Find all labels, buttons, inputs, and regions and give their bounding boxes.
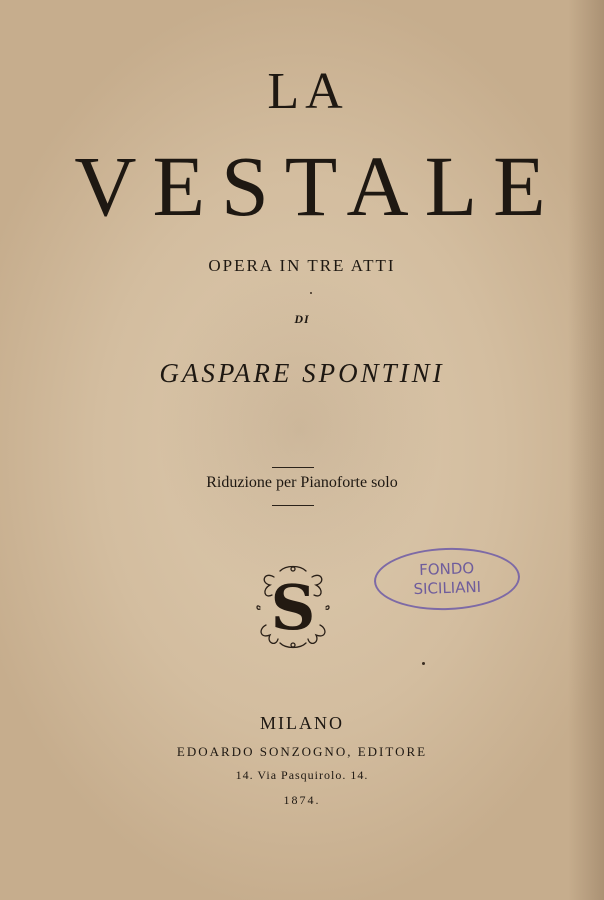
divider-top bbox=[272, 467, 314, 468]
publisher-monogram-icon bbox=[252, 563, 334, 651]
page-edge-shadow bbox=[568, 0, 604, 900]
imprint-year: 1874. bbox=[283, 793, 321, 807]
subtitle: OPERA IN TRE ATTI bbox=[208, 256, 396, 275]
paper-speck bbox=[422, 662, 425, 665]
reduction-note: Riduzione per Pianoforte solo bbox=[206, 474, 398, 491]
composer-name: GASPARE SPONTINI bbox=[159, 358, 445, 388]
imprint-address: 14. Via Pasquirolo. 14. bbox=[235, 768, 369, 782]
monogram-letter: S bbox=[270, 571, 316, 644]
divider-bottom bbox=[272, 505, 314, 506]
imprint-publisher: EDOARDO SONZOGNO, EDITORE bbox=[176, 744, 428, 759]
by-label: DI bbox=[294, 312, 310, 326]
stamp-line-2: SICILIANI bbox=[413, 577, 482, 599]
imprint-city: MILANO bbox=[260, 713, 344, 733]
title-line-1: LA bbox=[267, 63, 349, 120]
library-stamp bbox=[373, 545, 521, 612]
title-line-2: VESTALE bbox=[74, 138, 562, 234]
paper-speck bbox=[310, 292, 312, 294]
stamp-line-1: FONDO bbox=[418, 559, 475, 579]
